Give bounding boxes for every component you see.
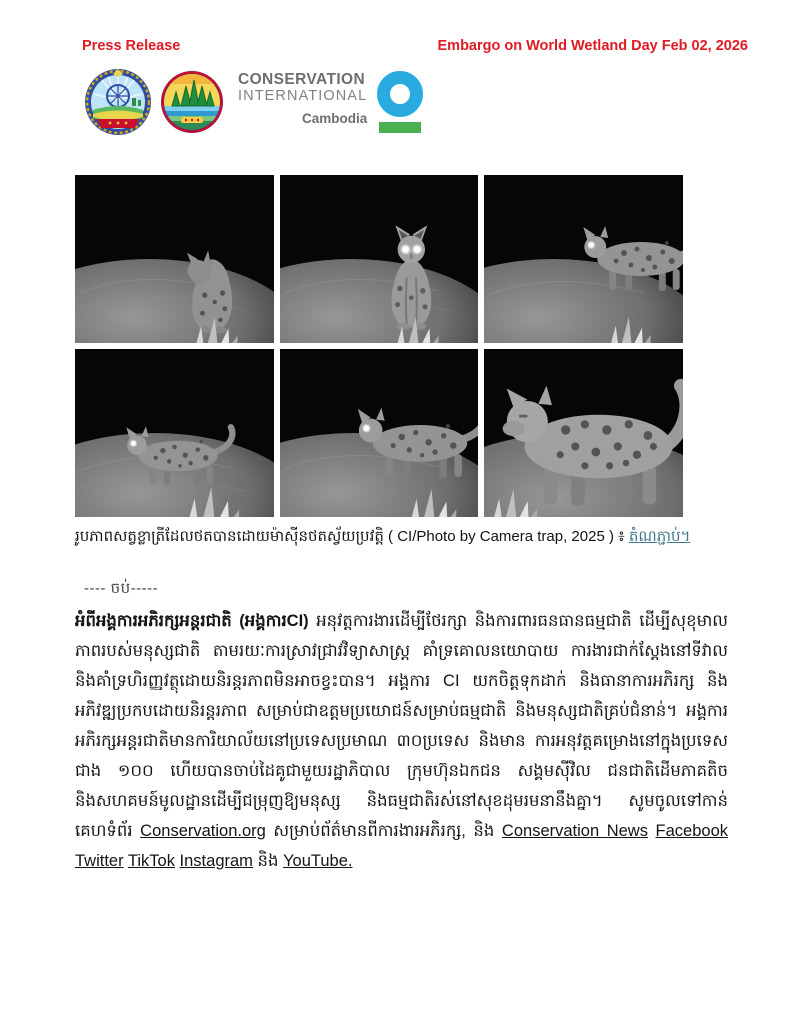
photo-caption [75,527,730,549]
youtube-link[interactable]: YouTube. [283,852,353,870]
caption-link[interactable]: តំណភ្ជាប់។ [628,528,691,545]
camera-trap-photo-1 [75,175,274,343]
about-paragraph [75,606,728,876]
instagram-link[interactable]: Instagram [179,852,253,870]
end-marker: ---- ចប់----- [84,580,159,597]
caption-text: រូបភាពសត្វខ្លាត្រីដែលថតបានដោយម៉ាស៊ីនថតស្វ័យប្រវត្តិ ( CI/Photo by Camera trap, 2025 ) ៖ [75,528,629,545]
logo-row [84,68,423,136]
tiktok-link[interactable]: TikTok [127,852,175,870]
camera-trap-photo-4 [75,349,274,517]
camera-trap-photo-2 [280,175,479,343]
press-release-label: Press Release [82,38,181,54]
ci-country-label: Cambodia [301,110,368,126]
ci-wordmark-line1: CONSERVATION [238,71,366,88]
facebook-link[interactable]: Facebook [655,822,728,840]
page-header [82,38,748,54]
ci-wordmark-line2: INTERNATIONAL [238,88,368,105]
camera-trap-photo-6 [484,349,683,517]
ci-green-bar [379,122,421,133]
twitter-link[interactable]: Twitter [75,852,124,870]
camera-trap-photo-5 [280,349,479,517]
ci-wordmark [238,71,367,126]
conservation-org-link[interactable]: Conservation.org [140,822,266,840]
conjunction-and: និង [257,852,279,870]
camera-trap-gallery [75,175,683,517]
government-emblem-icon [84,68,152,136]
conservation-news-link[interactable]: Conservation News [501,822,648,840]
conservation-international-logo [238,71,423,133]
ci-ring-icon [377,71,423,133]
embargo-label: Embargo on World Wetland Day Feb 02, 2026 [437,38,748,54]
ministry-environment-emblem-icon [160,70,224,134]
ci-blue-ring [377,71,423,117]
about-body-2: សម្រាប់ព័ត៌មានពីការងារអភិរក្ស, និង [265,822,502,840]
about-body-1: អនុវត្តការងារដើម្បីថែរក្សា និងការពារធនធានធម្មជាតិ ដើម្បីសុខុមាលភាពរបស់មនុស្សជាតិ តាមរយៈការស្រាវជ្រាវវិទ្យាសាស្ត្រ គាំទ្រគោលនយោបាយ ការងារជាក់ស្តែងនៅទីវាល និងគាំទ្រហិរញ្ញវត្ថុដោយនិរន្តរភាពមិនអាចខ្វះបាន។ អង្គការ CI យកចិត្តទុកដាក់ និងធានាការអភិរក្ស និងអភិវឌ្ឍប្រកបដោយនិរន្តរភាព សម្រាប់ជាឧត្តមប្រយោជន៍សម្រាប់ធម្មជាតិ និងមនុស្សជាតិគ្រប់ជំនាន់។ អង្គការអភិរក្សអន្តរជាតិមានការិយាល័យនៅប្រទេសប្រមាណ ៣០ប្រទេស និងមាន ការអនុវត្តគម្រោងនៅក្នុងប្រទេសជាង ១០០ ហើយបានចាប់ដៃគូជាមួយរដ្ឋាភិបាល ក្រុមហ៊ុនឯកជន សង្គមស៊ីវិល ជនជាតិដើមភាគតិច និងសហគមន៍មូលដ្ឋានដើម្បីជម្រុញឱ្យមនុស្ស និងធម្មជាតិរស់នៅសុខដុមរមនានឹងគ្នា។ សូមចូលទៅកាន់គេហទំព័រ [75,612,728,840]
about-lead-bold: អំពីអង្គការអភិរក្សអន្តរជាតិ (អង្គការCI) [75,612,309,630]
camera-trap-photo-3 [484,175,683,343]
